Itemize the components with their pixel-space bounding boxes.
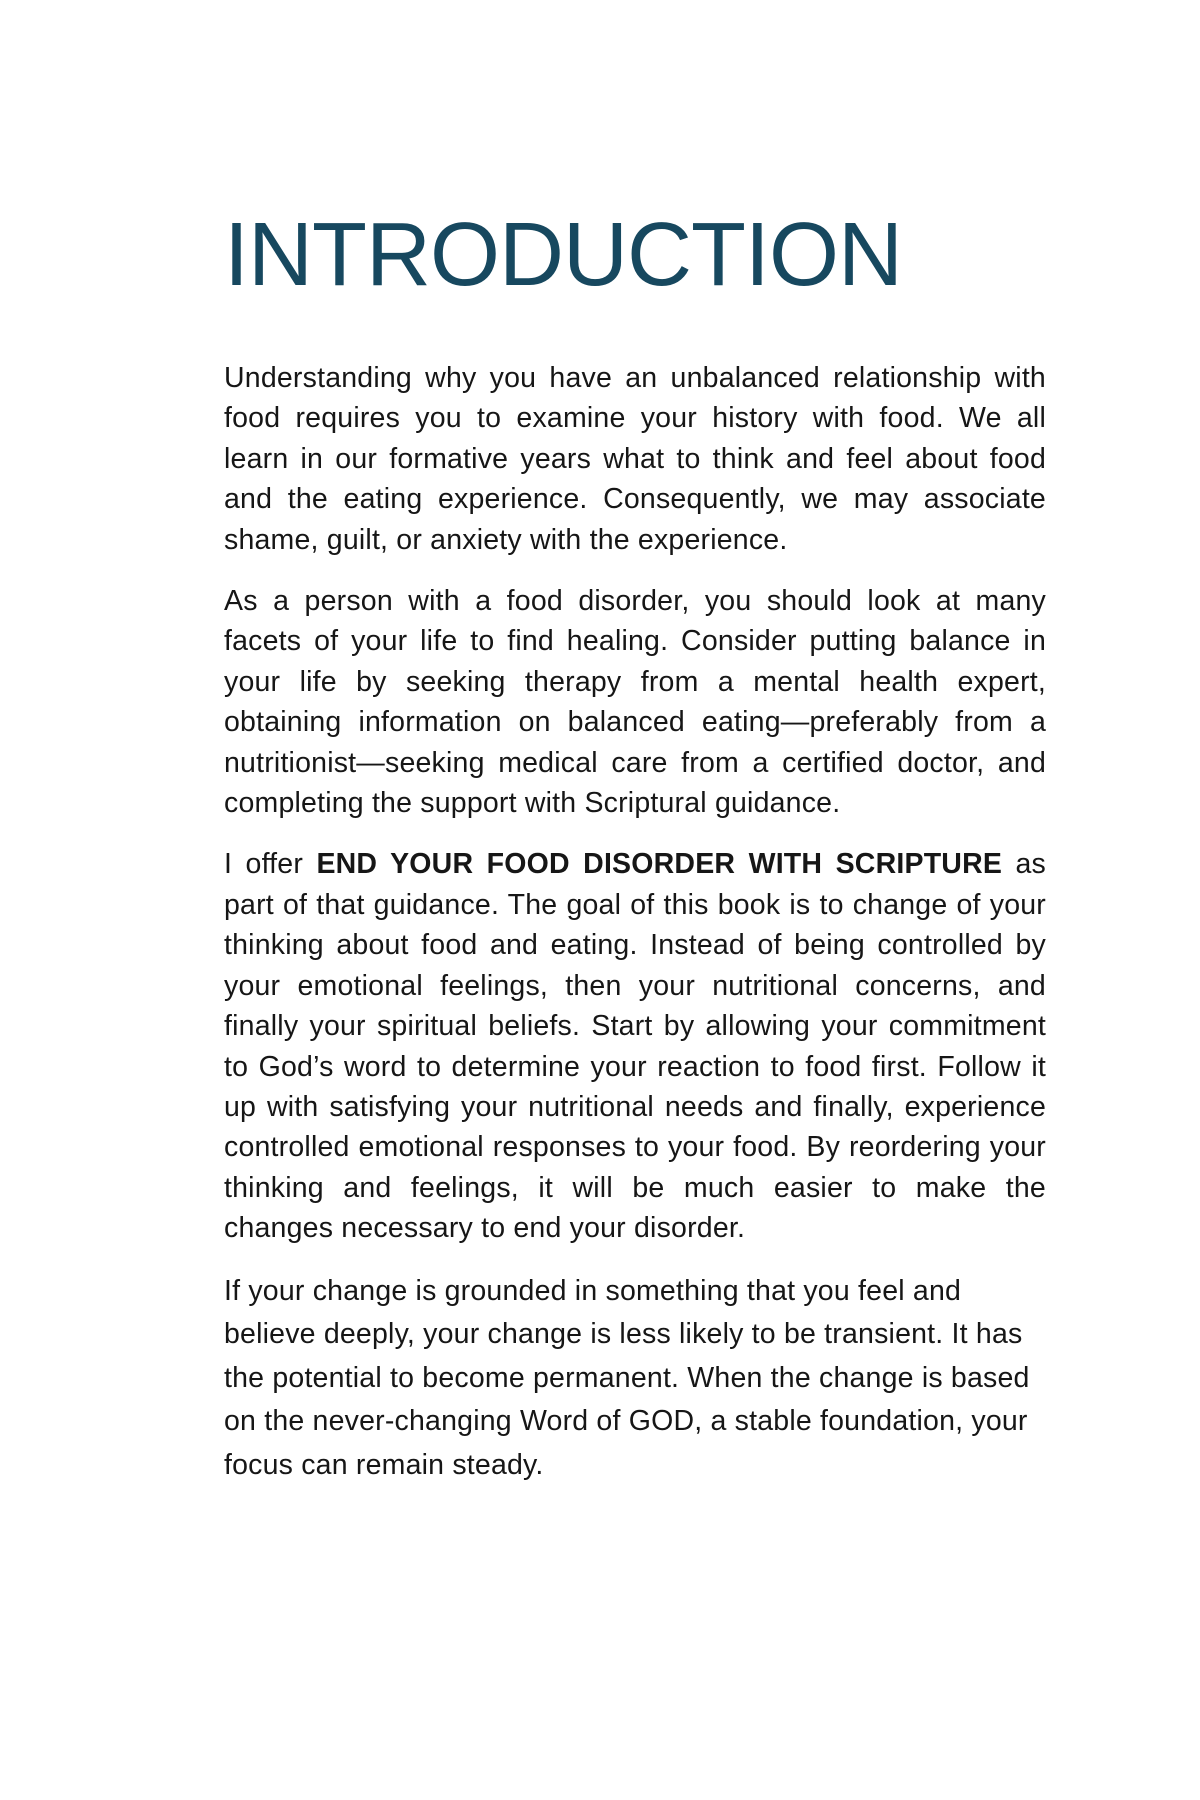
book-title: END YOUR FOOD DISORDER WITH SCRIPTURE [316,848,1003,881]
paragraph-3 [224,844,1046,1248]
page-content [224,205,1046,1487]
paragraph-3-suffix: as part of that guidance. The goal of this book is to change of your thinking about food and eating. Instead of being controlled by your emotional feelings, then your nutritional concerns, and finally your spiritual beliefs. Start by allowing your commitment to God’s word to determine your reaction to food first. Follow it up with satisfying your nutritional needs and finally, experience controlled emotional responses to your food. By reordering your thinking and feelings, it will be much easier to make the changes necessary to end your disorder. [224,848,1046,1245]
paragraph-1: Understanding why you have an unbalanced relationship with food requires you to examine your history with food. We all learn in our formative years what to think and feel about food and the eating experience. Consequently, we may associate shame, guilt, or anxiety with the experience. [224,362,1046,556]
paragraph-3-prefix: I offer [224,848,317,881]
paragraph-2: As a person with a food disorder, you should look at many facets of your life to find healing. Consider putting balance in your life by seeking therapy from a mental health expert, obtaining information on balanced eating—preferably from a nutritionist—seeking medical care from a certified doctor, and completing the support with Scriptural guidance. [224,585,1046,820]
page-title: INTRODUCTION [224,205,902,305]
paragraph-4: If your change is grounded in something that you feel and believe deeply, your change is less likely to be transient. It has the potential to become permanent. When the change is based on the never-changing Word of GOD, a stable foundation, your focus can remain steady. [224,1274,1030,1481]
